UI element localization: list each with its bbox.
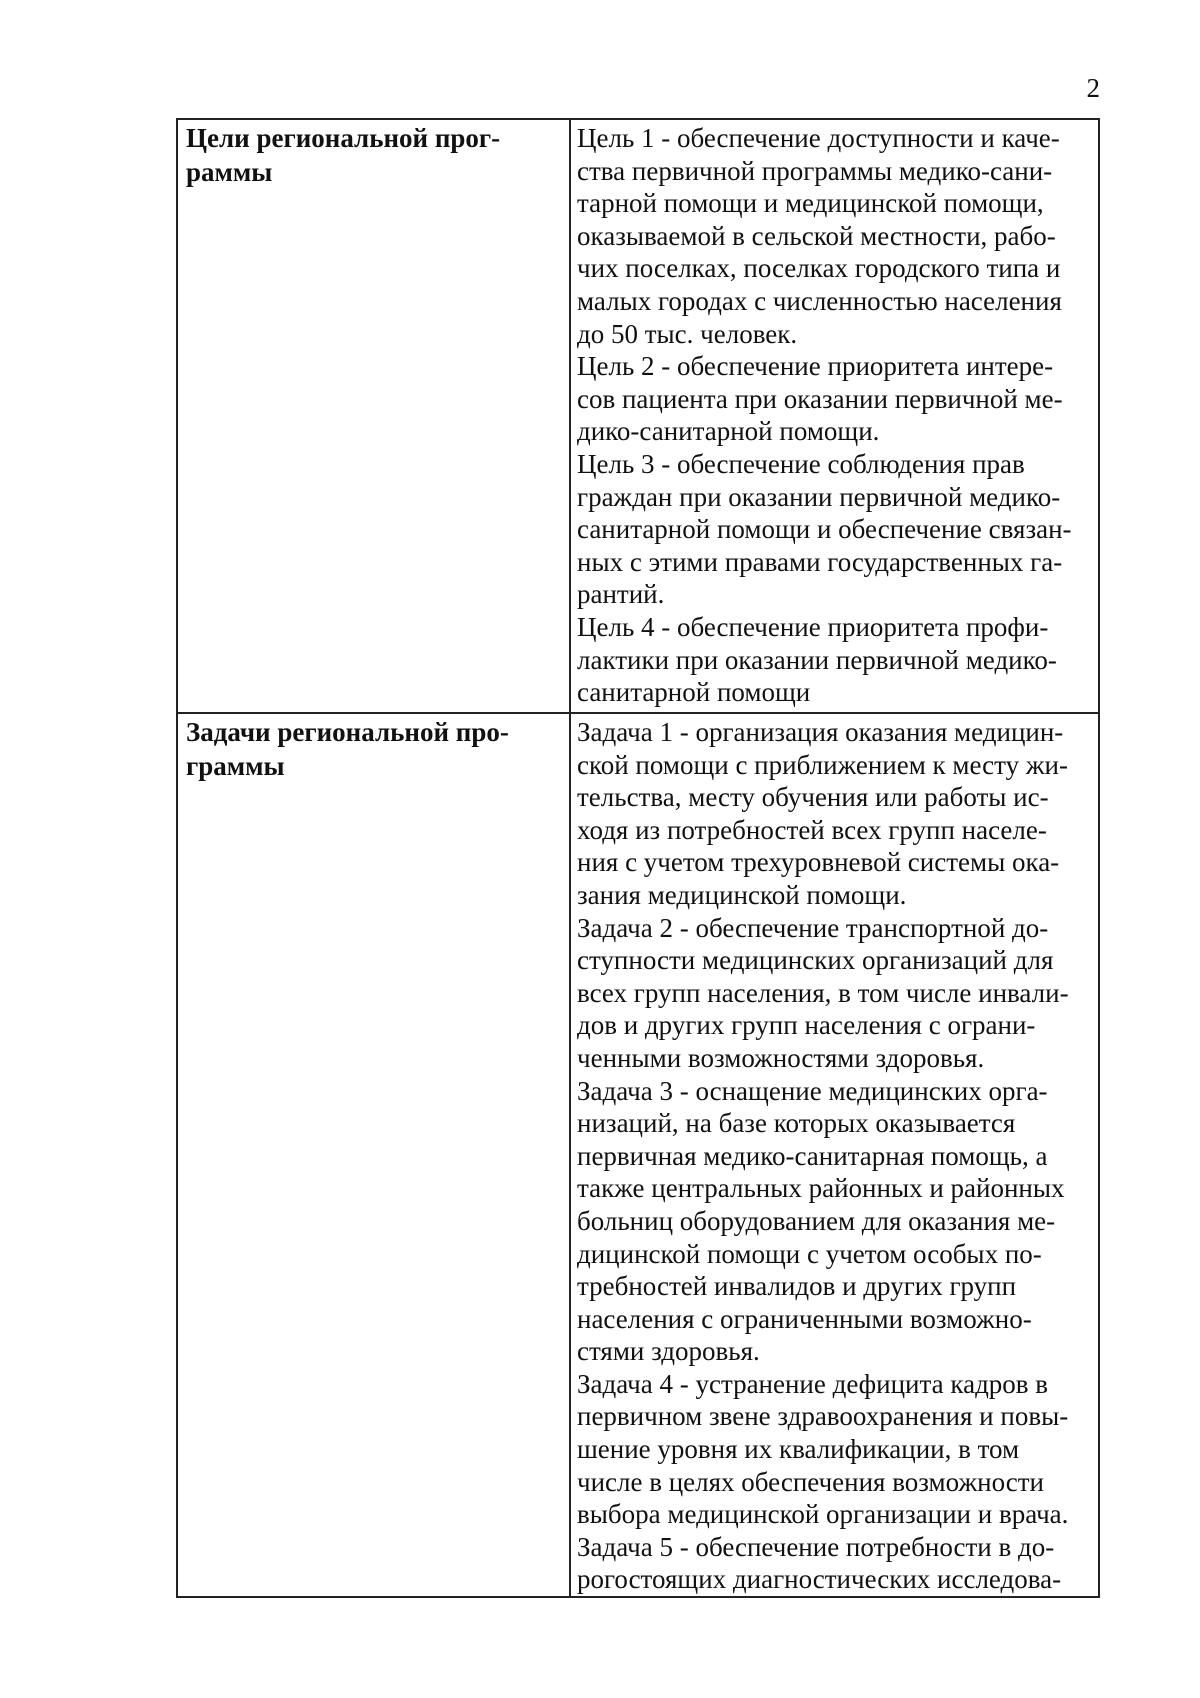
tasks-line: всех групп населения, в том числе инвали- <box>577 977 1069 1008</box>
tasks-line: тельства, месту обучения или работы ис- <box>577 782 1049 813</box>
program-table <box>176 118 1100 1598</box>
tasks-line: Задача 3 - оснащение медицинских орга- <box>577 1075 1048 1106</box>
tasks-line: числе в целях обеспечения возможности <box>577 1466 1044 1497</box>
page-number: 2 <box>1086 73 1100 103</box>
goals-line: граждан при оказании первичной медико- <box>577 481 1061 512</box>
goals-line: чих поселках, поселках городского типа и <box>577 253 1061 284</box>
goals-line: Цель 4 - обеспечение приоритета профи- <box>577 611 1049 642</box>
tasks-label-cell <box>177 713 570 1597</box>
tasks-content-cell <box>570 713 1099 1597</box>
goals-line: рантий. <box>577 579 665 610</box>
tasks-line: ходя из потребностей всех групп населе- <box>577 814 1047 845</box>
goals-line: санитарной помощи и обеспечение связан- <box>577 514 1072 545</box>
tasks-line: больниц оборудованием для оказания ме- <box>577 1205 1056 1236</box>
tasks-label-line-2: граммы <box>186 751 285 781</box>
goals-line: оказываемой в сельской местности, рабо- <box>577 220 1056 251</box>
goals-content-cell <box>570 119 1099 713</box>
goals-line: Цель 2 - обеспечение приоритета интере- <box>577 351 1054 382</box>
tasks-line: Задача 4 - устранение дефицита кадров в <box>577 1368 1049 1399</box>
tasks-line: ступности медицинских организаций для <box>577 945 1054 976</box>
goals-line: Цель 1 - обеспечение доступности и каче- <box>577 123 1060 153</box>
tasks-line: также центральных районных и районных <box>577 1173 1065 1204</box>
goals-line: ных с этими правами государственных га- <box>577 546 1063 577</box>
goals-line: ства первичной программы медико-сани- <box>577 155 1053 186</box>
goals-line: лактики при оказании первичной медико- <box>577 644 1057 675</box>
goals-text <box>571 120 1098 709</box>
table-row-tasks <box>177 713 1099 1597</box>
goals-line: дико-санитарной помощи. <box>577 416 880 447</box>
tasks-line: ния с учетом трехуровневой системы ока- <box>577 847 1060 878</box>
tasks-line: ченными возможностями здоровья. <box>577 1042 985 1073</box>
tasks-line: зания медицинской помощи. <box>577 879 907 910</box>
tasks-line: низаций, на базе которых оказывается <box>577 1108 1016 1139</box>
table-row-goals <box>177 119 1099 713</box>
goals-line: до 50 тыс. человек. <box>577 318 798 349</box>
goals-label-line-2: раммы <box>186 157 273 187</box>
tasks-line: Задача 5 - обеспечение потребности в до- <box>577 1531 1055 1562</box>
tasks-line: дов и других групп населения с ограни- <box>577 1010 1036 1041</box>
tasks-label-line-1: Задачи региональной про- <box>186 717 509 747</box>
tasks-line: выбора медицинской организации и врача. <box>577 1499 1069 1530</box>
tasks-line: Задача 1 - организация оказания медицин- <box>577 717 1064 747</box>
tasks-line: Задача 2 - обеспечение транспортной до- <box>577 912 1049 943</box>
tasks-line: дицинской помощи с учетом особых по- <box>577 1238 1042 1269</box>
tasks-line: первичная медико-санитарная помощь, а <box>577 1140 1048 1171</box>
goals-line: тарной помощи и медицинской помощи, <box>577 188 1044 219</box>
goals-line: сов пациента при оказании первичной ме- <box>577 383 1063 414</box>
tasks-line: первичном звене здравоохранения и повы- <box>577 1401 1069 1432</box>
goals-label-line-1: Цели региональной прог- <box>186 123 501 153</box>
tasks-line: требностей инвалидов и других групп <box>577 1271 1017 1302</box>
tasks-line: ской помощи с приближением к месту жи- <box>577 749 1068 780</box>
goals-label-cell <box>177 119 570 713</box>
goals-line: санитарной помощи <box>577 677 811 708</box>
goals-line: Цель 3 - обеспечение соблюдения прав <box>577 448 1025 479</box>
tasks-line: стями здоровья. <box>577 1336 760 1367</box>
tasks-line: рогостоящих диагностических исследова- <box>577 1564 1062 1595</box>
goals-line: малых городах с численностью населения <box>577 285 1062 316</box>
tasks-line: шение уровня их квалификации, в том <box>577 1434 1020 1465</box>
tasks-text <box>571 714 1098 1596</box>
tasks-line: населения с ограниченными возможно- <box>577 1303 1032 1334</box>
